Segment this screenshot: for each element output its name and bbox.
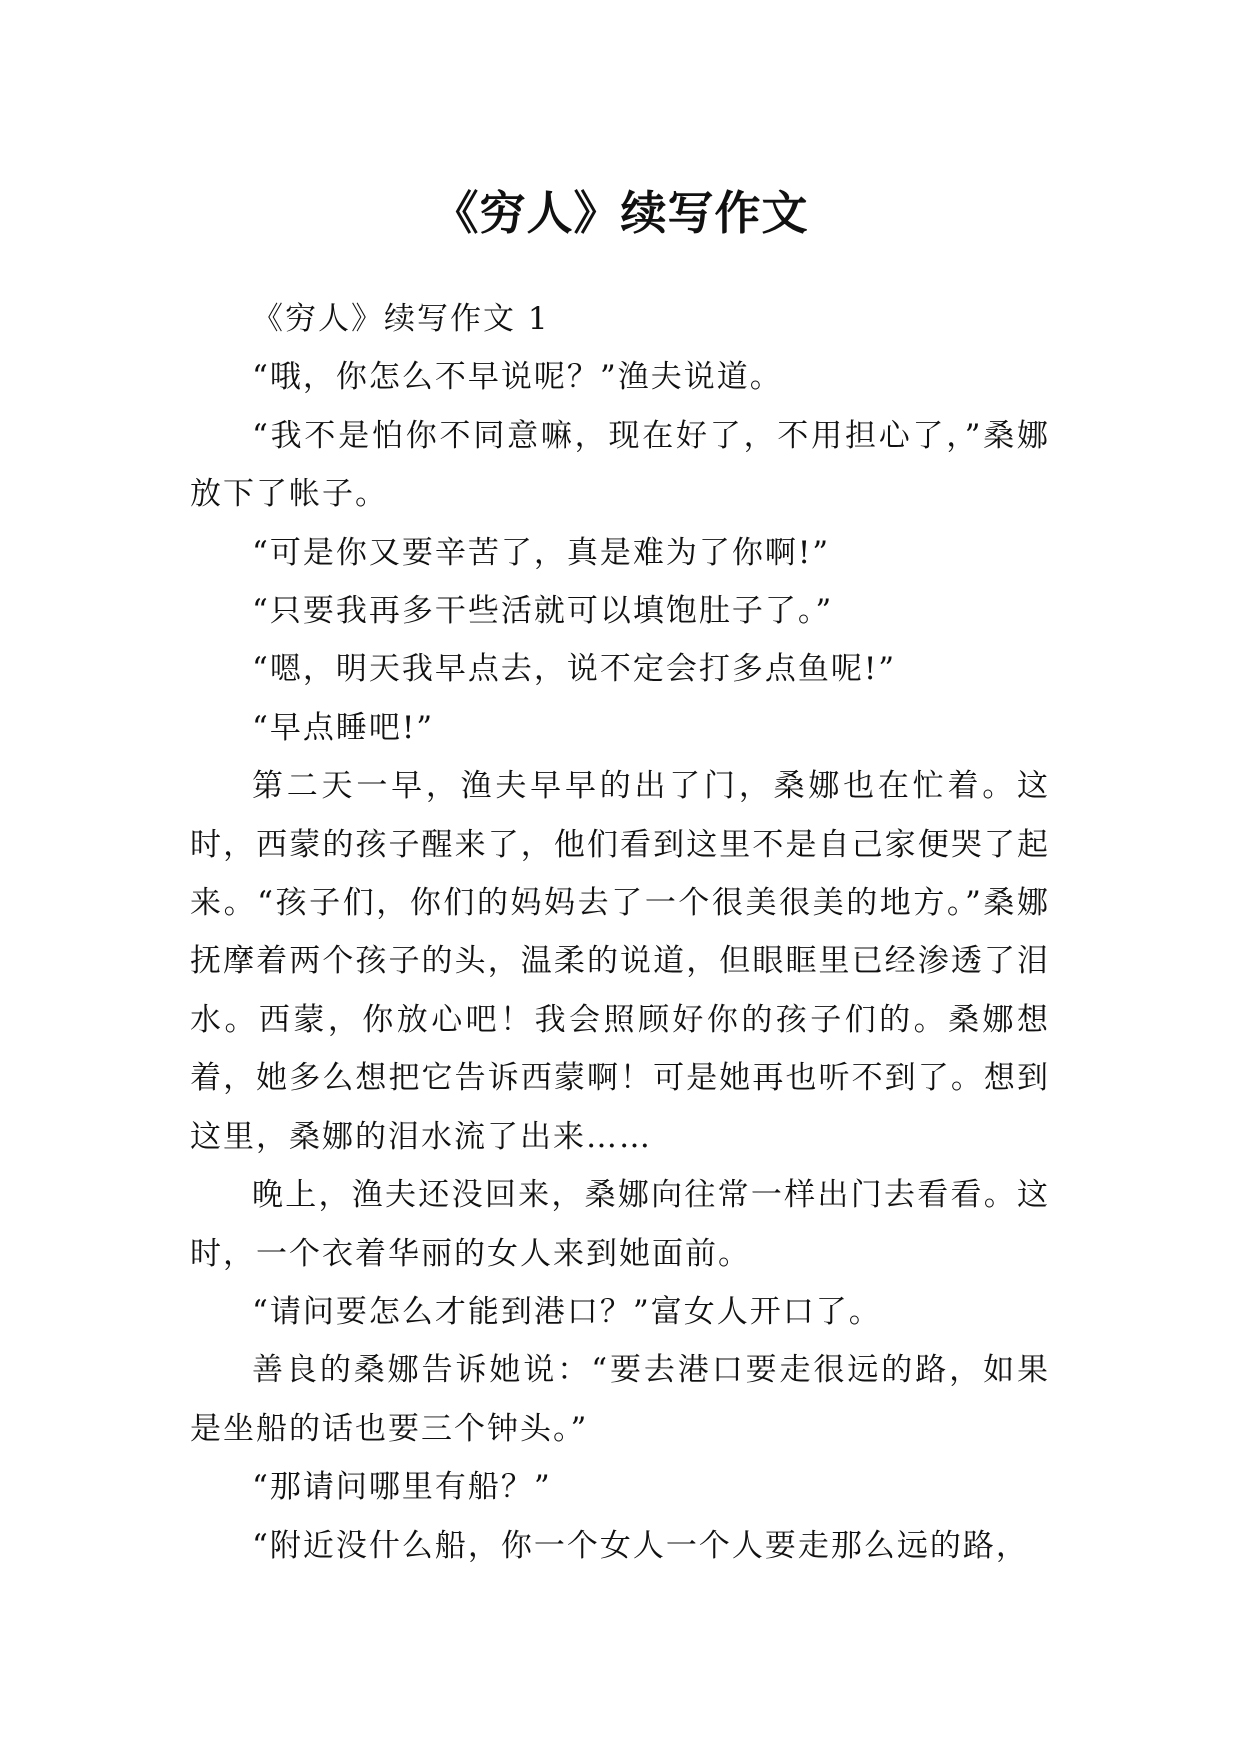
paragraph: “请问要怎么才能到港口？”富女人开口了。 [252, 1293, 882, 1330]
document-body [190, 290, 1050, 1575]
paragraph: 《穷人》续写作文 1 [252, 301, 550, 337]
paragraph: “嗯，明天我早点去，说不定会打多点鱼呢!” [252, 651, 897, 688]
paragraph: 第二天一早，渔夫早早的出了门，桑娜也在忙着。这时，西蒙的孩子醒来了，他们看到这里不是自己家便哭了起来。“孩子们，你们的妈妈去了一个很美很美的地方。”桑娜抚摩着两个孩子的头，温柔的说道，但眼眶里已经渗透了泪水。西蒙，你放心吧！我会照顾好你的孩子们的。桑娜想着，她多么想把它告诉西蒙啊！可是她再也听不到了。想到这里，桑娜的泪水流了出来…… [190, 768, 1050, 1155]
paragraph: “那请问哪里有船？” [252, 1469, 552, 1506]
document-title: 《穷人》续写作文 [432, 185, 809, 240]
paragraph: “可是你又要辛苦了，真是难为了你啊!” [252, 534, 831, 571]
paragraph: “我不是怕你不同意嘛，现在好了，不用担心了，”桑娜放下了帐子。 [190, 417, 1050, 513]
paragraph: “早点睡吧!” [252, 709, 435, 746]
paragraph: 晚上，渔夫还没回来，桑娜向往常一样出门去看看。这时，一个衣着华丽的女人来到她面前。 [190, 1177, 1050, 1272]
paragraph: “哦，你怎么不早说呢？”渔夫说道。 [252, 359, 783, 396]
paragraph: 善良的桑娜告诉她说：“要去港口要走很远的路，如果是坐船的话也要三个钟头。” [190, 1352, 1050, 1447]
paragraph: “附近没什么船，你一个女人一个人要走那么远的路， [252, 1527, 1029, 1564]
paragraph: “只要我再多干些活就可以填饱肚子了。” [252, 593, 834, 630]
